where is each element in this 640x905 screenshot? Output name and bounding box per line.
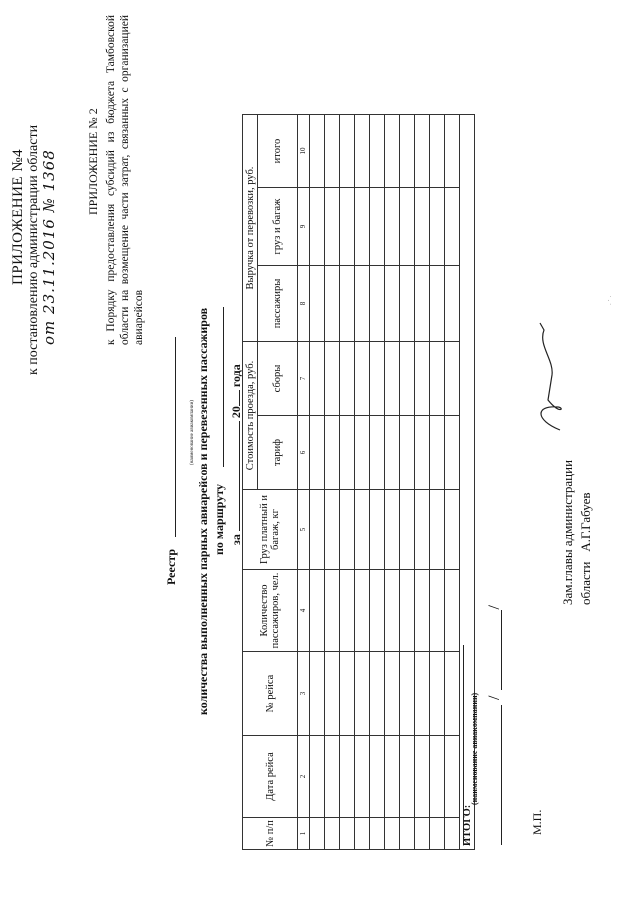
table-cell[interactable] [370, 115, 385, 188]
table-row [430, 115, 445, 850]
table-cell[interactable] [415, 115, 430, 188]
table-cell[interactable] [430, 490, 445, 570]
table-cell[interactable] [385, 266, 400, 342]
table-cell[interactable] [310, 266, 325, 342]
appendix2-title: ПРИЛОЖЕНИЕ № 2 [86, 108, 100, 215]
table-cell[interactable] [340, 652, 355, 736]
table-cell[interactable] [445, 416, 460, 490]
table-cell[interactable] [415, 416, 430, 490]
table-row [340, 115, 355, 850]
table-cell[interactable] [385, 490, 400, 570]
table-cell[interactable] [415, 652, 430, 736]
table-cell[interactable] [400, 416, 415, 490]
table-cell[interactable] [370, 266, 385, 342]
signature-bracket: / / [486, 599, 503, 700]
col-number: 10 [298, 115, 310, 188]
table-cell[interactable] [325, 490, 340, 570]
table-cell[interactable] [355, 652, 370, 736]
signature-line-2[interactable] [500, 610, 502, 690]
table-cell[interactable] [310, 652, 325, 736]
table-cell[interactable] [415, 266, 430, 342]
col-number: 3 [298, 652, 310, 736]
col-number-row [298, 115, 310, 850]
table-cell[interactable] [355, 266, 370, 342]
table-cell[interactable] [430, 736, 445, 818]
table-cell[interactable] [310, 490, 325, 570]
table-cell[interactable] [445, 342, 460, 416]
table-cell[interactable] [385, 188, 400, 266]
table-cell[interactable] [445, 818, 460, 850]
header-flight: № рейса [243, 652, 298, 736]
deputy-region: области [578, 561, 593, 605]
table-cell[interactable] [310, 188, 325, 266]
table-cell[interactable] [325, 115, 340, 188]
table-cell[interactable] [370, 736, 385, 818]
registry-title-text: Реестр [164, 548, 178, 585]
table-cell[interactable] [445, 266, 460, 342]
period-fill-line[interactable] [227, 421, 240, 531]
table-cell[interactable] [445, 188, 460, 266]
order-text: к Порядку предоставления субсидий из бюджета Тамбовской области на возмещение части затрат, связанных с организацией авиарейсов [105, 15, 145, 345]
table-cell[interactable] [325, 570, 340, 652]
table-cell[interactable] [370, 818, 385, 850]
table-cell[interactable] [400, 652, 415, 736]
table-cell[interactable] [430, 342, 445, 416]
col-number: 6 [298, 416, 310, 490]
table-cell[interactable] [415, 342, 430, 416]
table-cell[interactable] [385, 342, 400, 416]
header-cargo: Груз платный и багаж, кг [243, 490, 298, 570]
col-number: 4 [298, 570, 310, 652]
table-cell[interactable] [400, 818, 415, 850]
table-cell[interactable] [310, 115, 325, 188]
decree-line: к постановлению администрации области [26, 124, 41, 375]
registry-heading: количества выполненных парных авиарейсов и перевезенных пассажиров [196, 307, 210, 715]
company-note: (наименование авиакомпании) [470, 692, 479, 805]
table-cell[interactable] [430, 266, 445, 342]
route-line [212, 484, 227, 555]
table-cell[interactable] [385, 416, 400, 490]
col-number: 2 [298, 736, 310, 818]
registry-note: (наименование авиакомпании) [190, 400, 195, 465]
table-cell[interactable] [415, 818, 430, 850]
table-cell[interactable] [325, 266, 340, 342]
route-fill-line[interactable] [211, 307, 224, 467]
table-cell[interactable] [340, 490, 355, 570]
table-cell[interactable] [310, 416, 325, 490]
signature-icon [530, 315, 570, 435]
table-cell[interactable] [340, 188, 355, 266]
table-cell[interactable] [400, 115, 415, 188]
table-cell[interactable] [415, 188, 430, 266]
table-cell[interactable] [430, 188, 445, 266]
table-cell[interactable] [400, 188, 415, 266]
table-cell[interactable] [355, 490, 370, 570]
table-cell[interactable] [370, 570, 385, 652]
registry-table [242, 114, 475, 850]
registry-title [164, 549, 179, 585]
header-passengers: Количество пассажиров, чел. [243, 570, 298, 652]
col-number: 5 [298, 490, 310, 570]
table-cell[interactable] [355, 416, 370, 490]
table-cell[interactable] [340, 266, 355, 342]
table-cell[interactable] [355, 570, 370, 652]
table-cell[interactable] [445, 570, 460, 652]
table-cell[interactable] [370, 416, 385, 490]
col-number: 8 [298, 266, 310, 342]
table-cell[interactable] [325, 416, 340, 490]
table-row [400, 115, 415, 850]
table-cell[interactable] [310, 818, 325, 850]
table-cell[interactable] [415, 570, 430, 652]
table-cell[interactable] [325, 736, 340, 818]
table-row [445, 115, 460, 850]
table-row [370, 115, 385, 850]
table-cell[interactable] [430, 115, 445, 188]
table-cell[interactable] [325, 652, 340, 736]
table-cell[interactable] [340, 736, 355, 818]
header-tariff: тариф [258, 416, 298, 490]
table-cell[interactable] [400, 490, 415, 570]
deputy-signature-block [578, 493, 594, 605]
table-cell[interactable] [325, 188, 340, 266]
table-cell[interactable] [370, 188, 385, 266]
table-cell[interactable] [445, 115, 460, 188]
table-row [385, 115, 400, 850]
table-cell[interactable] [355, 342, 370, 416]
signature-line-1[interactable] [500, 705, 502, 845]
header-date: Дата рейса [243, 736, 298, 818]
table-row [325, 115, 340, 850]
table-cell[interactable] [415, 736, 430, 818]
table-row [415, 115, 430, 850]
table-cell[interactable] [355, 115, 370, 188]
header-num: № п/п [243, 818, 298, 850]
total-label: ИТОГО: [460, 115, 475, 850]
year-fill-line[interactable] [227, 390, 240, 406]
table-cell[interactable] [385, 818, 400, 850]
table-cell[interactable] [430, 416, 445, 490]
table-cell[interactable] [400, 266, 415, 342]
table-cell[interactable] [340, 416, 355, 490]
table-cell[interactable] [385, 570, 400, 652]
col-number: 9 [298, 188, 310, 266]
table-cell[interactable] [310, 570, 325, 652]
table-cell[interactable] [340, 115, 355, 188]
table-cell[interactable] [370, 652, 385, 736]
table-cell[interactable] [385, 115, 400, 188]
table-row [310, 115, 325, 850]
table-cell[interactable] [445, 736, 460, 818]
header-rev-cargo: груз и багаж [258, 188, 298, 266]
table-row [355, 115, 370, 850]
deputy-title: Зам.главы администрации [560, 459, 575, 605]
col-number: 1 [298, 818, 310, 850]
table-cell[interactable] [355, 188, 370, 266]
appendix-title: ПРИЛОЖЕНИЕ №4 [10, 148, 26, 285]
table-cell[interactable] [385, 736, 400, 818]
table-cell[interactable] [340, 342, 355, 416]
table-cell[interactable] [310, 736, 325, 818]
table-cell[interactable] [445, 652, 460, 736]
col-number: 7 [298, 342, 310, 416]
table-cell[interactable] [415, 490, 430, 570]
table-cell[interactable] [430, 818, 445, 850]
company-signature-line[interactable] [462, 645, 464, 845]
table-cell[interactable] [355, 736, 370, 818]
period-label: за [229, 534, 243, 545]
table-cell[interactable] [355, 818, 370, 850]
period-suffix: года [229, 364, 243, 388]
header-rev-total: итого [258, 115, 298, 188]
company-fill-line[interactable] [163, 337, 176, 537]
table-cell[interactable] [445, 490, 460, 570]
table-body [310, 115, 460, 850]
header-fees: сборы [258, 342, 298, 416]
header-fare-group: Стоимость проезда, руб. [243, 342, 258, 490]
stamp-place: М.П. [530, 809, 544, 835]
header-rev-passengers: пассажиры [258, 266, 298, 342]
table-cell[interactable] [325, 818, 340, 850]
header-row-1 [243, 115, 258, 850]
deputy-name: А.Г.Габуев [578, 492, 593, 552]
table-cell[interactable] [400, 570, 415, 652]
table-cell[interactable] [370, 342, 385, 416]
table-cell[interactable] [430, 570, 445, 652]
table-cell[interactable] [340, 570, 355, 652]
table-cell[interactable] [385, 652, 400, 736]
table-cell[interactable] [370, 490, 385, 570]
scan-noise: . · . [605, 295, 613, 305]
route-label: по маршруту [212, 483, 226, 555]
decree-handwriting: от 23.11.2016 № 1368 [40, 149, 58, 345]
table-cell[interactable] [400, 342, 415, 416]
period-year: 20 [229, 406, 243, 419]
table-cell[interactable] [310, 342, 325, 416]
header-revenue-group: Выручка от перевозки, руб. [243, 115, 258, 342]
table-cell[interactable] [400, 736, 415, 818]
table-cell[interactable] [340, 818, 355, 850]
table-cell[interactable] [325, 342, 340, 416]
table-cell[interactable] [430, 652, 445, 736]
